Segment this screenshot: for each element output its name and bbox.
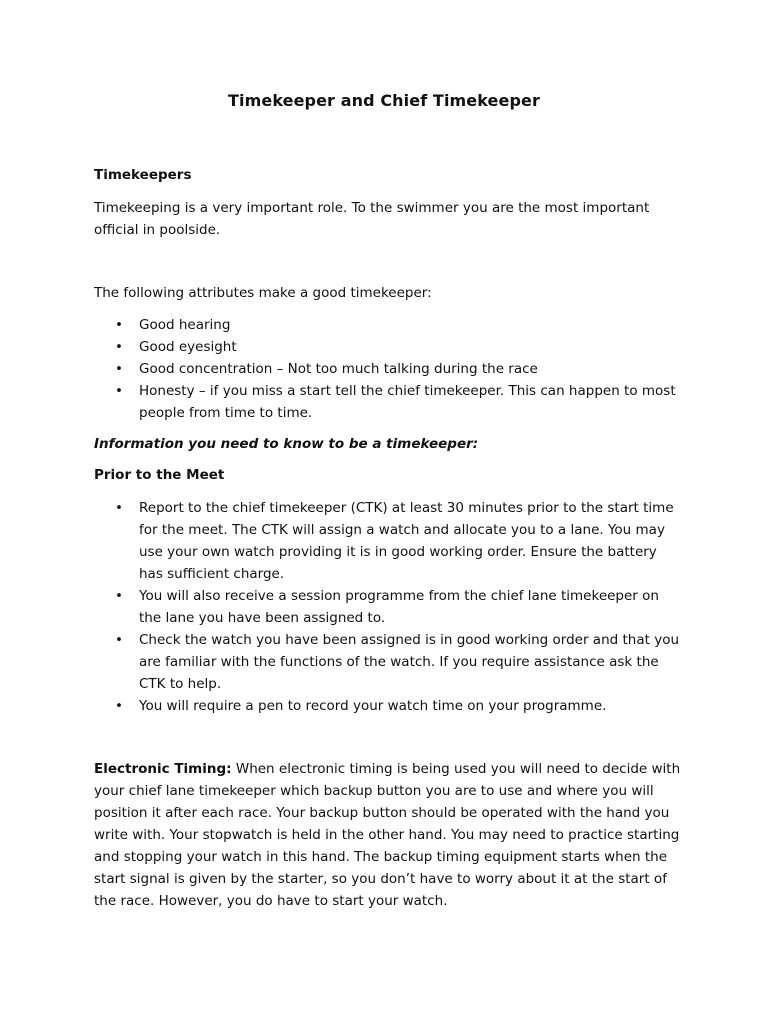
electronic-timing-label: Electronic Timing: bbox=[94, 761, 232, 777]
info-heading: Information you need to know to be a timekeeper: bbox=[94, 436, 479, 452]
electronic-timing-paragraph bbox=[94, 758, 684, 912]
timekeepers-heading: Timekeepers bbox=[94, 167, 192, 183]
list-item: • You will require a pen to record your watch time on your programme. bbox=[94, 695, 684, 717]
list-item: • Honesty – if you miss a start tell the chief timekeeper. This can happen to most people from time to time. bbox=[94, 380, 684, 424]
list-item: • Good hearing bbox=[94, 314, 684, 336]
list-item: • Good eyesight bbox=[94, 336, 684, 358]
electronic-timing-text: When electronic timing is being used you will need to decide with your chief lane timekeeper which backup button you are to use and where you will position it after each race. Your backup button should be operated with the hand you write with. Your stopwatch is held in the other hand. You may need to practice starting and stopping your watch in this hand. The backup timing equipment starts when the start signal is given by the starter, so you don’t have to worry about it at the start of the race. However, you do have to start your watch. bbox=[94, 761, 681, 909]
timekeepers-intro: Timekeeping is a very important role. To the swimmer you are the most important official in poolside. bbox=[94, 200, 650, 238]
prior-to-meet-list bbox=[94, 497, 684, 717]
list-item: • Report to the chief timekeeper (CTK) at least 30 minutes prior to the start time for the meet. The CTK will assign a watch and allocate you to a lane. You may use your own watch providing it is in good working order. Ensure the battery has sufficient charge. bbox=[94, 497, 684, 585]
attributes-lead: The following attributes make a good timekeeper: bbox=[94, 285, 432, 301]
list-item: • Check the watch you have been assigned is in good working order and that you are familiar with the functions of the watch. If you require assistance ask the CTK to help. bbox=[94, 629, 684, 695]
attributes-list bbox=[94, 314, 684, 424]
document-title: Timekeeper and Chief Timekeeper bbox=[228, 91, 540, 110]
prior-to-meet-heading: Prior to the Meet bbox=[94, 467, 225, 483]
list-item: • You will also receive a session programme from the chief lane timekeeper on the lane you have been assigned to. bbox=[94, 585, 684, 629]
list-item: • Good concentration – Not too much talking during the race bbox=[94, 358, 684, 380]
